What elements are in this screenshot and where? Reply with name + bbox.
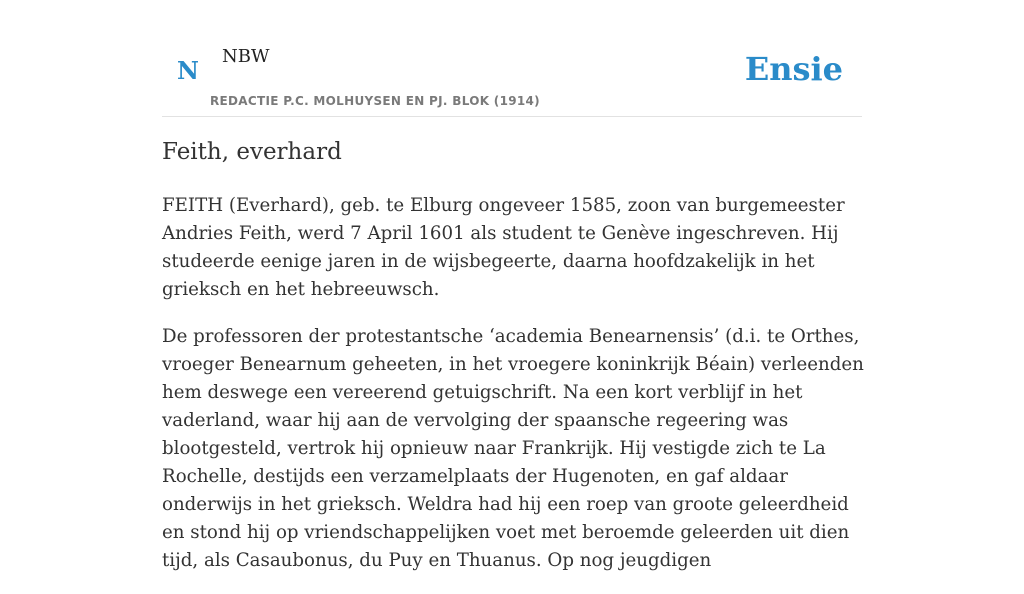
article-title: Feith, everhard xyxy=(162,139,342,165)
article-paragraph: De professoren der protestantsche ‘academia Benearnensis’ (d.i. te Orthes, vroeger Benearnum geheeten, in het vroegere koninkrijk Béain) verleenden hem deswege een vereerend getuigschrift. Na een kort verblijf in het vaderland, waar hij aan de vervolging der spaansche regeering was blootgesteld, vertrok hij opnieuw naar Frankrijk. Hij vestigde zich te La Rochelle, destijds een verzamelplaats der Hugenoten, en gaf aldaar onderwijs in het grieksch. Weldra had hij een roep van groote geleerdheid en stond hij op vriendschappelijken voet met beroemde geleerden uit dien tijd, als Casaubonus, du Puy en Thuanus. Op nog jeugdigen xyxy=(162,326,864,571)
ensie-logo[interactable]: Ensie xyxy=(744,50,843,88)
article-body xyxy=(162,192,866,594)
source-editors: REDACTIE P.C. MOLHUYSEN EN PJ. BLOK (1914) xyxy=(210,94,540,108)
source-logo[interactable]: N xyxy=(177,56,199,85)
article-paragraph: FEITH (Everhard), geb. te Elburg ongeveer 1585, zoon van burgemeester Andries Feith, werd 7 April 1601 als student te Genève ingeschreven. Hij studeerde eenige jaren in de wijsbegeerte, daarna hoofdzakelijk in het grieksch en het hebreeuwsch. xyxy=(162,195,845,300)
source-header xyxy=(162,0,862,117)
source-name[interactable]: NBW xyxy=(222,46,270,67)
page-container xyxy=(162,0,864,571)
